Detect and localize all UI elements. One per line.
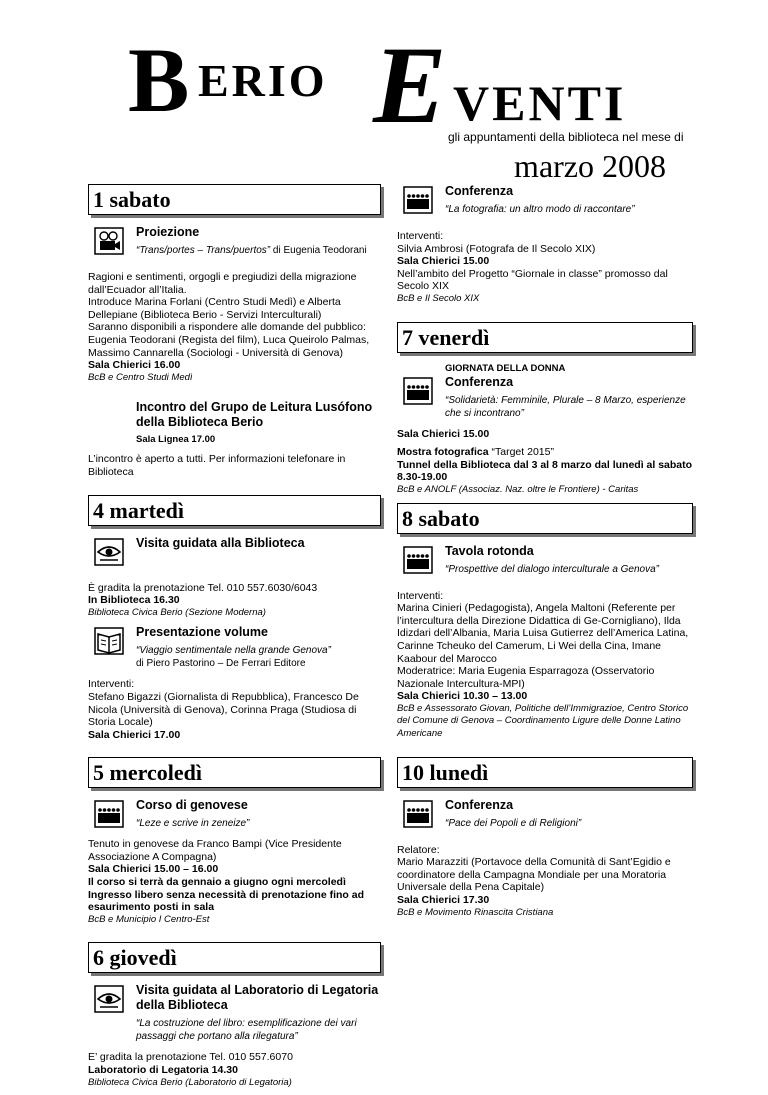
event-description: L’incontro è aperto a tutti. Per informazioni telefonare in Biblioteca xyxy=(88,453,346,478)
day-header-7: 7 venerdì xyxy=(397,322,693,353)
event-subtitle: “La fotografia: un altro modo di raccontare” xyxy=(445,204,635,215)
audience-icon xyxy=(403,546,433,574)
event-place: Sala Chierici 15.00 xyxy=(397,427,490,440)
event-title: Conferenza xyxy=(445,374,514,389)
logo-letter-e: E xyxy=(373,24,448,146)
book-icon xyxy=(94,627,124,655)
masthead xyxy=(128,24,684,146)
event-subtitle: “La costruzione del libro: esemplificazione dei vari passaggi che portano alla rilegatura” xyxy=(136,1018,357,1043)
eye-icon xyxy=(94,538,124,566)
event-title: Conferenza xyxy=(445,184,514,198)
logo-erio: ERIO xyxy=(198,55,328,106)
film-projector-icon xyxy=(94,227,124,255)
day-header-1: 1 sabato xyxy=(88,184,381,215)
event-subtitle: “Prospettive del dialogo interculturale a Genova” xyxy=(445,563,660,575)
month-title: marzo 2008 xyxy=(514,148,666,184)
event-subtitle: “Leze e scrive in zeneize” xyxy=(136,818,250,830)
event-description: Tenuto in genovese da Franco Bampi (Vice Presidente Associazione A Compagna) Sala Chierici 15.00 – 16.00 Il corso si terrà da gennaio a giugno ogni mercoledì Ingresso libero senza necessità di prenotazione fino ad esaurimento posti in sala BcB e Municipio I Centro-Est xyxy=(88,838,364,925)
masthead-subtitle: gli appuntamenti della biblioteca nel mese di xyxy=(448,130,684,144)
eye-icon xyxy=(94,985,124,1013)
event-title: Presentazione volume xyxy=(136,625,268,640)
event-place: Sala Lignea 17.00 xyxy=(136,434,216,446)
event-subtitle: “Pace dei Popoli e di Religioni” xyxy=(445,817,582,829)
event-subtitle: “Viaggio sentimentale nella grande Genova” di Piero Pastorino – De Ferrari Editore xyxy=(136,645,331,670)
event-tavola-rotonda xyxy=(397,544,693,582)
day-header-8: 8 sabato xyxy=(397,503,693,534)
event-category: GIORNATA DELLA DONNA xyxy=(445,362,566,374)
left-column xyxy=(88,184,381,1095)
event-grupo-leitura xyxy=(88,400,381,445)
event-presentazione xyxy=(88,625,381,670)
event-description: Ragioni e sentimenti, orgogli e pregiudizi della migrazione dall’Ecuador all’Italia. Introduce Marina Forlani (Centro Studi Medì) e Alberta Dellepiane (Biblioteca Berio - Servizi Interculturali) Saranno disponibili a rispondere alle domande del pubblico: Eugenia Teodorani (Regista del film), Luca Queirolo Palmas, Massimo Cannarella (Sociologi - Università di Genova) Sala Chierici 16.00 BcB e Centro Studi Medì xyxy=(88,271,381,384)
day-header-5: 5 mercoledì xyxy=(88,757,381,788)
event-subtitle: “Solidarietà: Femminile, Plurale – 8 Marzo, esperienze che si incontrano” xyxy=(445,394,686,419)
day-header-10: 10 lunedì xyxy=(397,757,693,788)
audience-icon xyxy=(403,377,433,405)
event-description: Relatore: Mario Marazziti (Portavoce della Comunità di Sant’Egidio e coordinatore della Campagna Mondiale per una Moratoria Universale della Pena Capitale) Sala Chierici 17.30 BcB e Movimento Rinascita Cristiana xyxy=(397,843,671,918)
audience-icon xyxy=(94,800,124,828)
audience-icon xyxy=(403,800,433,828)
event-organizer: BcB e Centro Studi Medì xyxy=(88,371,193,383)
right-column xyxy=(397,184,693,925)
event-proiezione xyxy=(88,225,381,263)
event-title: Proiezione xyxy=(136,225,200,239)
event-mostra: Mostra fotografica “Target 2015” Tunnel della Biblioteca dal 3 al 8 marzo dal lunedì al sabato 8.30-19.00 BcB e ANOLF (Associaz. Naz. oltre le Frontiere) - Caritas xyxy=(397,446,693,495)
event-title: Incontro del Grupo de Leitura Lusófono della Biblioteca Berio xyxy=(136,400,373,430)
event-corso-genovese xyxy=(88,798,381,830)
event-conferenza-pace xyxy=(397,798,693,836)
day-header-4: 4 martedì xyxy=(88,495,381,526)
event-description: E’ gradita la prenotazione Tel. 010 557.6070 Laboratorio di Legatoria 14.30 Biblioteca Civica Berio (Laboratorio di Legatoria) xyxy=(88,1051,293,1088)
event-title: Visita guidata alla Biblioteca xyxy=(136,535,305,550)
event-conferenza-fotografia xyxy=(397,184,693,222)
event-title: Tavola rotonda xyxy=(445,543,534,558)
event-description: Interventi: Stefano Bigazzi (Giornalista di Repubblica), Francesco De Nicola (Università di Genova), Corinna Praga (Studiosa di Storia Locale) Sala Chierici 17.00 xyxy=(88,678,359,741)
event-giornata-donna xyxy=(397,363,693,420)
logo-letter-b: B xyxy=(128,29,191,131)
event-description: Interventi: Silvia Ambrosi (Fotografa de Il Secolo XIX) Sala Chierici 15.00 Nell’ambito del Progetto “Giornale in classe” promosso dal Secolo XIX BcB e Il Secolo XIX xyxy=(397,230,668,304)
event-subtitle: “Trans/portes – Trans/puertos” di Eugenia Teodorani xyxy=(136,245,367,256)
event-title: Visita guidata al Laboratorio di Legatoria della Biblioteca xyxy=(136,983,379,1013)
event-title: Corso di genovese xyxy=(136,798,248,813)
event-laboratorio-legatoria xyxy=(88,983,381,1043)
event-title: Conferenza xyxy=(445,797,514,812)
logo-venti: VENTI xyxy=(453,75,627,131)
day-header-6: 6 giovedì xyxy=(88,942,381,973)
event-visita-guidata xyxy=(88,536,381,574)
event-place: Sala Chierici 16.00 xyxy=(88,359,181,372)
event-description: È gradita la prenotazione Tel. 010 557.6030/6043 In Biblioteca 16.30 Biblioteca Civica Berio (Sezione Moderna) xyxy=(88,581,318,618)
audience-icon xyxy=(403,186,433,214)
event-description: Interventi: Marina Cinieri (Pedagogista), Angela Maltoni (Referente per l’intercultura della Direzione Didattica di Ge-Cornigliano), Ilda Idizdari dell’Albania, Maria Luisa Gutierrez dell’America Latina, Carinne Tcheuko del Camerum, Li Wei della Cina, Imane Kaabour del Marocco Moderatrice: Maria Eugenia Esparragoza (Osservatorio Nazionale Intercultura-MPI) Sala Chierici 10.30 – 13.00 BcB e Assessorato Giovan, Politiche dell’Immigrazioe, Centro Storico del Comune di Genova – Coordinamento Ligure delle Donne Latino Americane xyxy=(397,589,689,740)
